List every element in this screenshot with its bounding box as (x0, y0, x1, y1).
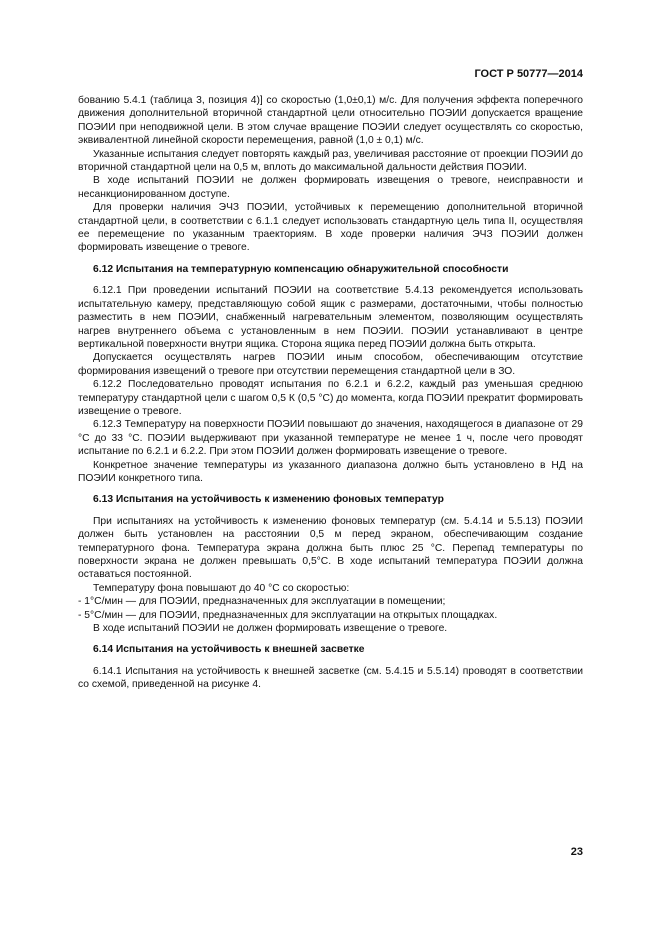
paragraph: Допускается осуществлять нагрев ПОЭИИ иным способом, обеспечивающим отсутствие формирования извещений о тревоге при отсутствии перемещения стандартной цели в ЗО. (78, 352, 583, 377)
paragraph: 6.12.3 Температуру на поверхности ПОЭИИ повышают до значения, находящегося в диапазоне от 29 °С до 33 °С. ПОЭИИ выдерживают при указанной температуре не менее 1 ч, после чего проводят испытание по 6.2.1 и 6.2.2. При этом ПОЭИИ должен формировать извещение о тревоге. (78, 419, 583, 458)
paragraph: 6.12.1 При проведении испытаний ПОЭИИ на соответствие 5.4.13 рекомендуется использовать испытательную камеру, представляющую собой ящик с размерами, достаточными, чтобы полностью разместить в нем ПОЭИИ, снабженный нагревательным элементом, позволяющим осуществлять нагрев внутреннего объема с установленным в нем ПОЭИИ. ПОЭИИ устанавливают в центре вертикальной поверхности внутри ящика. Сторона ящика перед ПОЭИИ должна быть открыта. (78, 285, 583, 350)
document-header: ГОСТ Р 50777—2014 (474, 68, 583, 80)
section-heading: 6.13 Испытания на устойчивость к изменению фоновых температур (93, 494, 444, 506)
section-heading: 6.14 Испытания на устойчивость к внешней засветке (93, 644, 365, 656)
section-heading: 6.12 Испытания на температурную компенсацию обнаружительной способности (93, 263, 509, 275)
paragraph: Для проверки наличия ЭЧЗ ПОЭИИ, устойчивых к перемещению дополнительной вторичной стандартной цели, в соответствии с 6.1.1 следует использовать стандартную цель типа II, осуществляя ее перемещение по указанным траекториям. В ходе проверки наличия ЭЧЗ ПОЭИИ должен формировать извещение о тревоге. (78, 202, 583, 254)
paragraph: В ходе испытаний ПОЭИИ не должен формировать извещение о тревоге. (93, 623, 448, 635)
paragraph: 6.14.1 Испытания на устойчивость к внешней засветке (см. 5.4.15 и 5.5.14) проводят в соответствии со схемой, приведенной на рисунке 4. (78, 665, 583, 691)
paragraph: бованию 5.4.1 (таблица 3, позиция 4)] со скоростью (1,0±0,1) м/с. Для получения эффекта поперечного движения дополнительной вторичной стандартной цели относительно ПОЭИИ допускается вращение ПОЭИИ при неподвижной цели. В этом случае вращение ПОЭИИ следует осуществлять со скоростью, эквивалентной линейной скорости перемещения, равной (1,0 ± 0,1) м/с. (78, 95, 583, 147)
list-item: - 5°С/мин — для ПОЭИИ, предназначенных для эксплуатации на открытых площадках. (78, 609, 498, 621)
document-body (78, 94, 583, 692)
list-item: - 1°С/мин — для ПОЭИИ, предназначенных для эксплуатации в помещении; (78, 596, 446, 608)
paragraph: Температуру фона повышают до 40 °С со скоростью: (93, 582, 350, 594)
paragraph: При испытаниях на устойчивость к изменению фоновых температур (см. 5.4.14 и 5.5.13) ПОЭИИ должен быть установлен на расстоянии 0,5 м перед экраном, обеспечивающим создание температурного фона. Температура экрана должна быть плюс 25 °С. Перепад температуры по поверхности экрана не должен превышать 0,5°С. В ходе испытаний температура ПОЭИИ должна оставаться постоянной. (78, 515, 583, 581)
paragraph: Конкретное значение температуры из указанного диапазона должно быть установлено в НД на ПОЭИИ конкретного типа. (78, 459, 583, 484)
paragraph: 6.12.2 Последовательно проводят испытания по 6.2.1 и 6.2.2, каждый раз уменьшая среднюю температуру стандартной цели с шагом 0,5 К (0,5 °С) до момента, когда ПОЭИИ прекратит формировать извещение о тревоге. (78, 379, 583, 417)
paragraph: В ходе испытаний ПОЭИИ не должен формировать извещения о тревоге, неисправности и несанкционированном доступе. (78, 175, 583, 200)
paragraph: Указанные испытания следует повторять каждый раз, увеличивая расстояние от проекции ПОЭИИ до вторичной стандартной цели на 0,5 м, вплоть до максимальной дальности действия ПОЭИИ. (78, 148, 583, 174)
page-number: 23 (570, 846, 583, 858)
